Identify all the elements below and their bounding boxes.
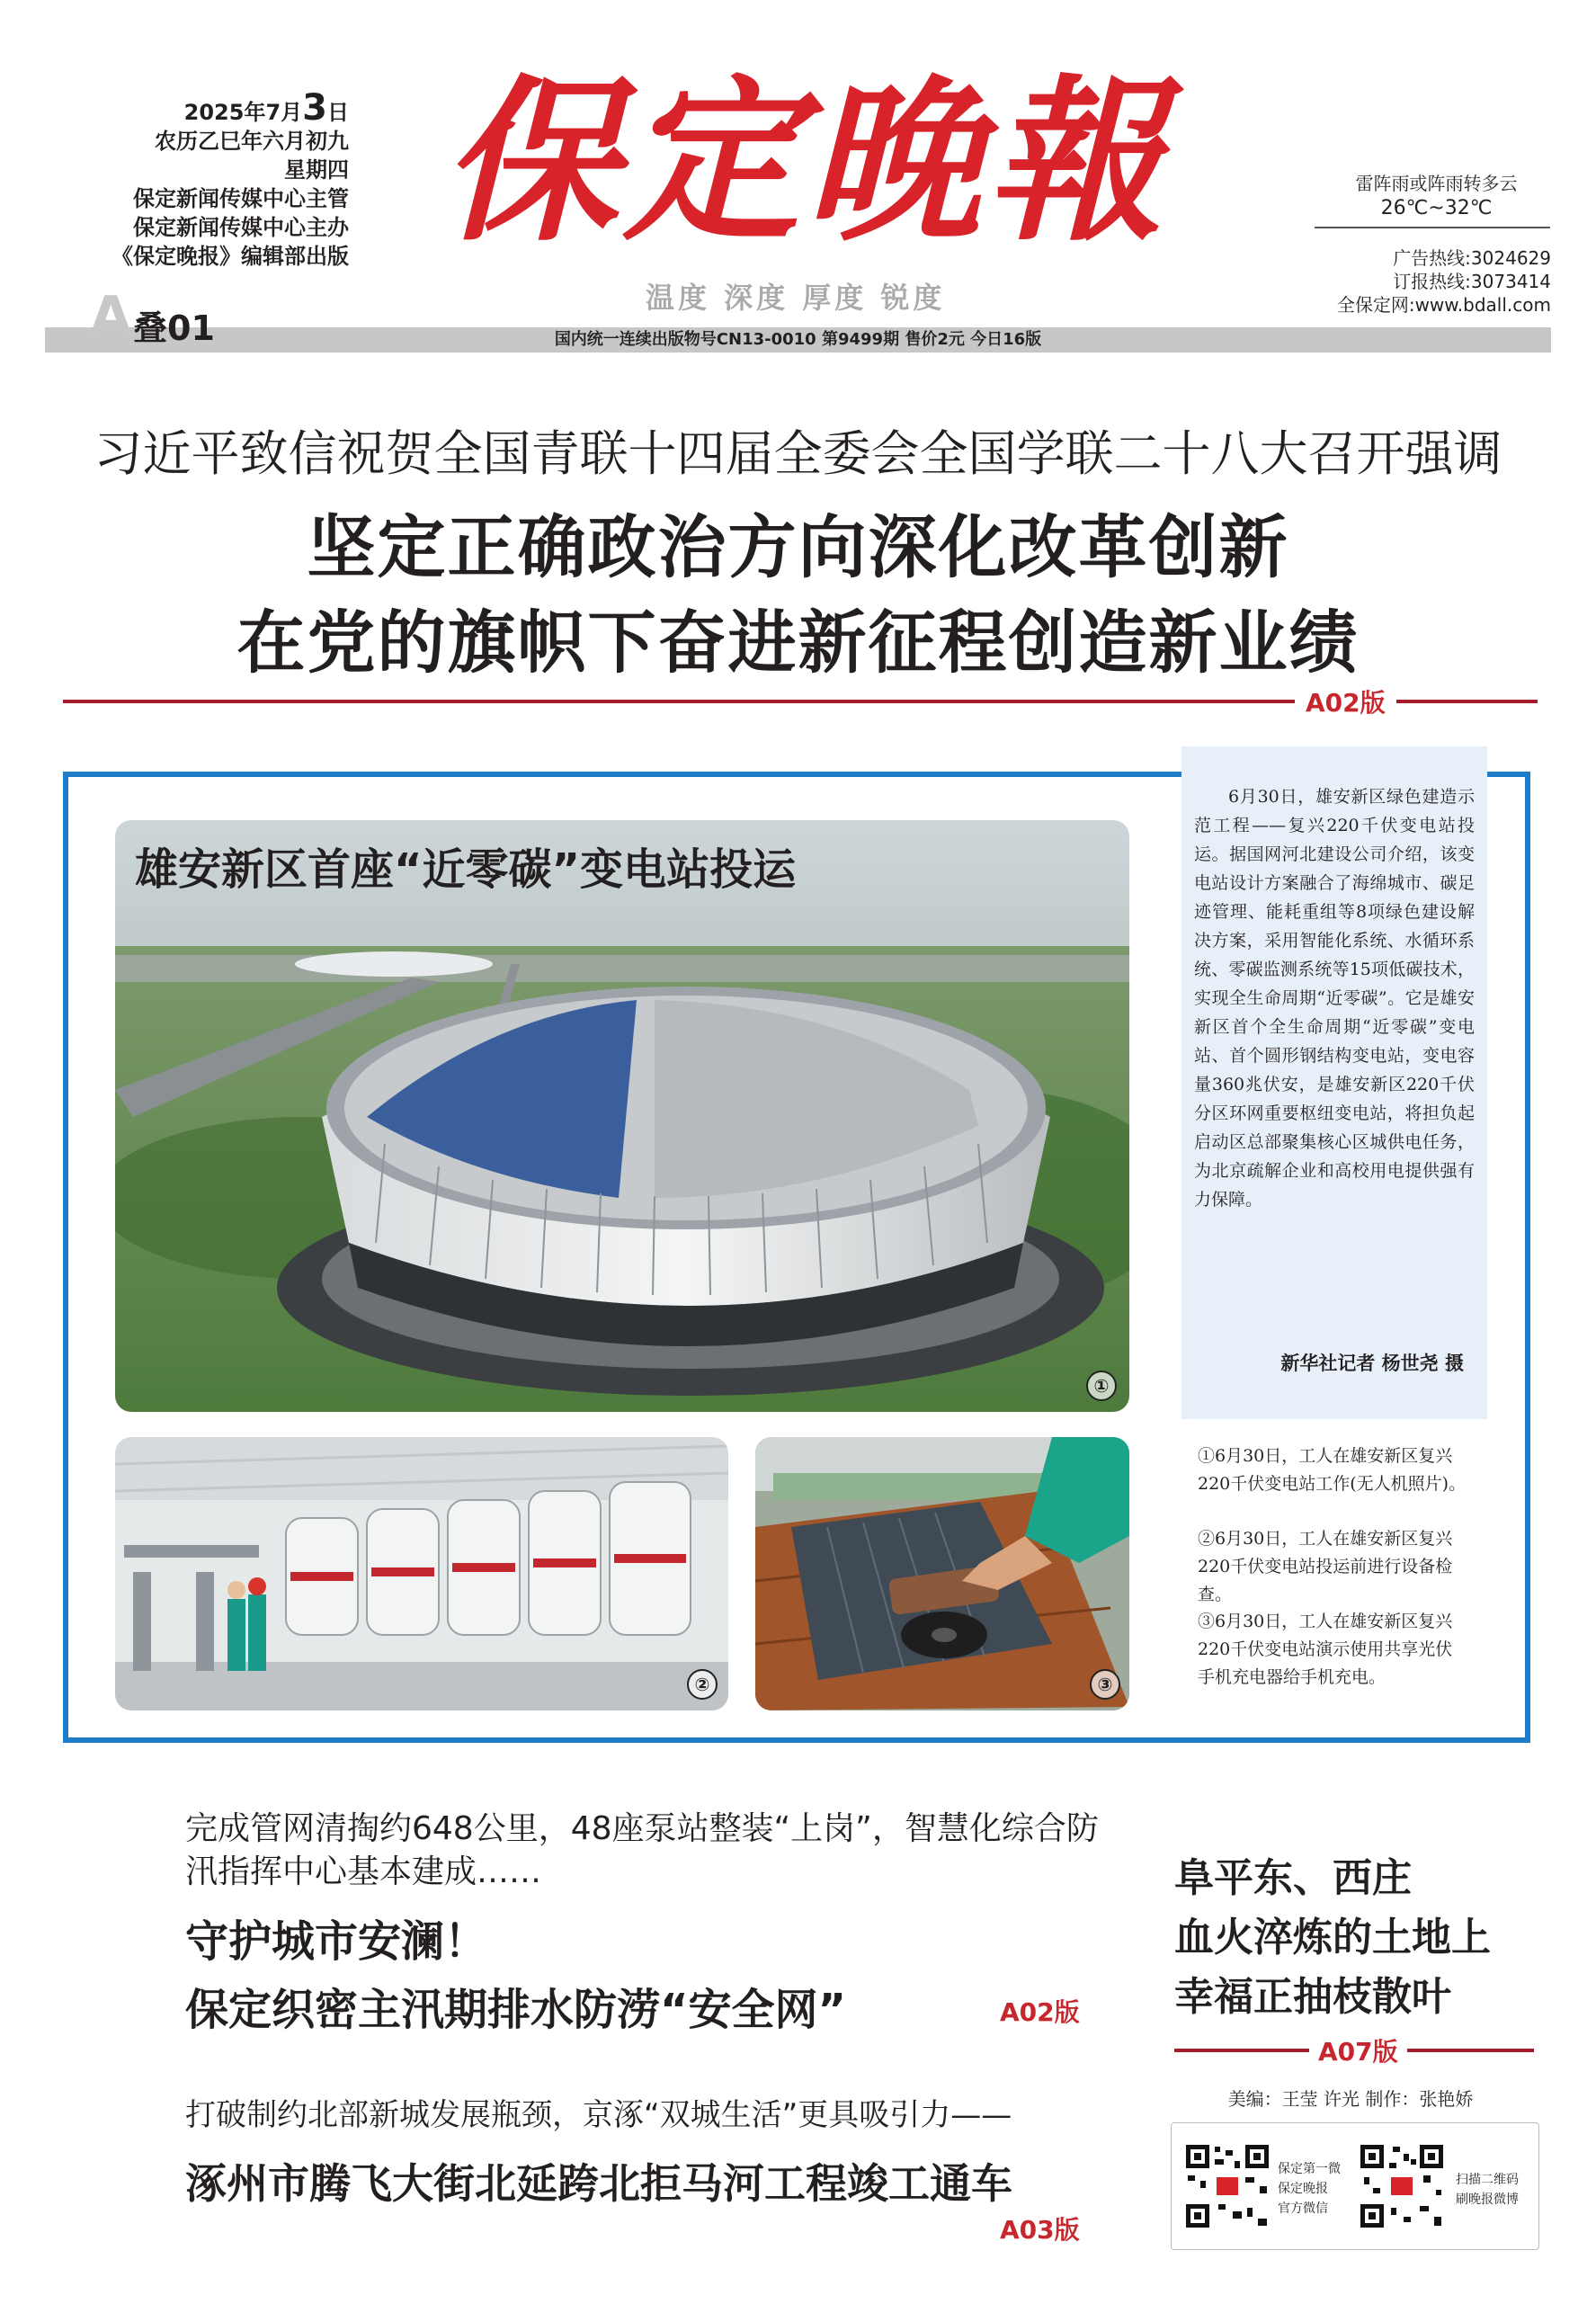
publisher-line: 《保定晚报》编辑部出版 <box>111 244 349 269</box>
lead-kicker: 习近平致信祝贺全国青联十四届全委会全国学联二十八大召开强调 <box>94 425 1502 482</box>
date-day: 3 <box>302 87 327 129</box>
hotline-block <box>1295 246 1551 317</box>
date-prefix: 2025年7月 <box>183 100 303 125</box>
website: 全保定网:www.bdall.com <box>1336 294 1551 316</box>
solar-charger-photo <box>755 1437 1129 1710</box>
ad-hotline: 广告热线:3024629 <box>1393 247 1551 269</box>
weibo-label-2: 刷晚报微博 <box>1456 2192 1519 2207</box>
side-headline-line-3: 幸福正抽枝散叶 <box>1174 1974 1451 2020</box>
edition-letter: A <box>90 285 132 348</box>
slogan: 温度 深度 厚度 锐度 <box>646 281 946 315</box>
lunar-date: 农历乙巳年六月初九 <box>155 129 349 154</box>
sponsor-line: 保定新闻传媒中心主办 <box>133 215 349 240</box>
weather-divider <box>1315 227 1550 228</box>
photo-caption-2: ②6月30日，工人在雄安新区复兴220千伏变电站投运前进行设备检查。 <box>1198 1529 1453 1604</box>
side-page-ref[interactable]: A07版 <box>1309 2032 1407 2068</box>
date-suffix: 日 <box>327 100 349 125</box>
side-headline-line-1: 阜平东、西庄 <box>1174 1855 1412 1901</box>
lead-headline-line-2[interactable]: 在党的旗帜下奋进新征程创造新业绩 <box>236 603 1360 683</box>
weibo-label-1: 扫描二维码 <box>1456 2173 1519 2187</box>
wechat-label-1: 保定第一微 <box>1278 2162 1341 2176</box>
story1-page-ref[interactable]: A02版 <box>1000 1997 1080 2027</box>
wechat-label-2: 保定晚报 <box>1278 2182 1328 2196</box>
subscription-hotline: 订报热线:3073414 <box>1393 271 1551 292</box>
weibo-qr-icon[interactable] <box>1357 2141 1447 2231</box>
photo-number-2: ② <box>687 1669 718 1700</box>
story2-headline[interactable]: 涿州市腾飞大街北延跨北拒马河工程竣工通车 <box>185 2159 1012 2208</box>
publication-bar <box>45 327 1551 353</box>
side-headline-line-2: 血火淬炼的土地上 <box>1174 1915 1491 1960</box>
supervisor-line: 保定新闻传媒中心主管 <box>133 186 349 211</box>
equipment-check-photo <box>115 1437 728 1710</box>
temperature: 26℃~32℃ <box>1380 197 1493 219</box>
date-block <box>79 87 349 271</box>
weekday: 星期四 <box>284 157 349 183</box>
lead-page-ref[interactable]: A02版 <box>1295 683 1396 719</box>
weather-text: 雷阵雨或阵雨转多云 <box>1355 173 1518 194</box>
edition-label <box>90 285 215 348</box>
story1-headline-line-1[interactable]: 守护城市安澜！ <box>185 1916 488 1967</box>
publication-info: 国内统一连续出版物号CN13-0010 第9499期 售价2元 今日16版 <box>554 330 1042 349</box>
edition-number: 叠01 <box>133 308 215 348</box>
feature-caption: 6月30日，雄安新区绿色建造示范工程——复兴220千伏变电站投运。据国网河北建设公司介绍，该变电站设计方案融合了海绵城市、碳足迹管理、能耗重组等8项绿色建设解决方案，采用智能化系统、水循环系统、零碳监测系统等15项低碳技术，实现全生命周期“近零碳”。它是雄安新区首个全生命周期“近零碳”变电站、首个圆形钢结构变电站，变电容量360兆伏安，是雄安新区220千伏分区环网重要枢纽变电站，将担负起启动区总部聚集核心区城供电任务，为北京疏解企业和高校用电提供强有力保障。 <box>1194 787 1475 1210</box>
date-line <box>79 87 349 129</box>
editor-credits: 美编：王莹 许光 制作：张艳娇 <box>1227 2088 1474 2110</box>
lead-headline-line-1[interactable]: 坚定正确政治方向深化改革创新 <box>307 507 1289 587</box>
photo-credit: 新华社记者 杨世尧 摄 <box>1280 1353 1464 1374</box>
substation-aerial-photo <box>115 820 1129 1412</box>
weather-block <box>1322 171 1551 221</box>
photo-caption-3: ③6月30日，工人在雄安新区复兴220千伏变电站演示使用共享光伏手机充电器给手机充电。 <box>1198 1612 1453 1687</box>
story1-kicker: 完成管网清掏约648公里，48座泵站整装“上岗”，智慧化综合防汛指挥中心基本建成…… <box>185 1810 1099 1890</box>
wechat-qr-icon[interactable] <box>1182 2141 1272 2231</box>
story2-page-ref[interactable]: A03版 <box>1000 2215 1080 2245</box>
wechat-label-3: 官方微信 <box>1278 2201 1328 2216</box>
qr-panel <box>1171 2122 1539 2250</box>
logo-text: 保定晚報 <box>441 63 1169 265</box>
story2-kicker: 打破制约北部新城发展瓶颈，京涿“双城生活”更具吸引力—— <box>185 2097 1012 2133</box>
side-story-headline[interactable] <box>1174 1849 1534 2027</box>
masthead-logo <box>351 63 1259 270</box>
photo-number-3: ③ <box>1090 1669 1120 1700</box>
story1-headline-line-2[interactable]: 保定织密主汛期排水防涝“安全网” <box>185 1985 847 2035</box>
feature-title[interactable]: 雄安新区首座“近零碳”变电站投运 <box>135 844 797 895</box>
photo-number-1: ① <box>1086 1371 1117 1401</box>
photo-caption-1: ①6月30日，工人在雄安新区复兴220千伏变电站工作(无人机照片)。 <box>1198 1446 1467 1494</box>
